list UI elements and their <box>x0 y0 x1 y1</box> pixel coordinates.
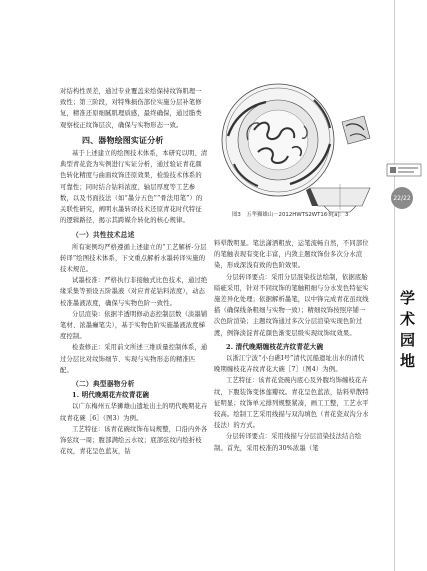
journal-logo-icon <box>386 163 422 177</box>
continued-paragraph: 料晕散明显。笔法潇洒粗放，运笔流畅自然，不同部位的笔触表现有变化丰富，内敛主题纹饰份多次分水渲染，形成深浅有致的色阶效果。 <box>214 240 369 270</box>
section-4-paragraph: 基于上述建立的绘图技术体系，本研究以明、清典型青花瓷为实例进行实证分析，通过验证青花颜色转化精度与曲面纹饰还原效果，检验技术体系的可靠性；同时结合钴料浓度、轴层厚度等工艺参数，以及书面技法（如“墨分五色”“骨法用笔”）的关联性研究，阐明水墨转译技术还原青花时代特征的逻辑路径，揭示其跨媒介转化的核心规律。 <box>60 150 208 225</box>
layered-render-paragraph: 分层渲染：依据半透明修动态控制层数（淡墨铺笔材、浓墨癫笔尖），基于实物色阶实施墨液浓度梯度控制。 <box>60 310 208 341</box>
sidebar <box>383 0 427 571</box>
intro-paragraph: 对结构性误差，通过专业覆盖来绘保持纹饰肌理一致性；第三阶段，对特殊损伤部位实施分层补笔修复，精准还原细腻肌理质感，最终确保，通过脂类观察校正纹饰层次，确保与实物形态一致。 <box>60 88 202 129</box>
case-1-paragraph: 以广东梅州五华狮雄山遗址出土的明代晚期花卉纹青花碗［6］（图3）为例。 <box>60 403 208 422</box>
case-2-paragraph: 以浙江宁波“小白礁Ⅰ号”清代沉船遗址出水的清代晚期缠枝花卉纹青花大碗［7］（图4）为例。 <box>214 355 365 374</box>
sidebar-rule <box>394 0 395 571</box>
layer-key-2-paragraph: 分层转译要点：采用线描与分层渲染技法结合绘制。首先，采用校准的30%浓墨（笔 <box>214 433 362 452</box>
page-number-badge: 22/22 <box>391 187 413 209</box>
section-vertical-title: 学术园地 <box>398 290 416 374</box>
section-4-heading: 四、器物绘图实证分析 <box>82 134 164 145</box>
subsection-1-heading: （一）共性技术总述 <box>72 231 135 240</box>
bowl-top-view <box>222 84 334 196</box>
bowl-profile-view <box>306 184 370 212</box>
left-column <box>60 86 208 458</box>
bowl-fragment-view <box>342 116 370 144</box>
trial-ink-paragraph: 试墨校准：严格执行非接触式比色技术，通过绝缘采集等预设五阶墨液（对应青花钴料浓度），动态校准墨液浓度，确保与实物色阶一致性。 <box>60 277 208 307</box>
right-column <box>214 238 370 454</box>
figure-caption: 图3 五华狮雄山－2012HWTS2WT16⑤[a]：3 <box>232 212 349 218</box>
craft-2-paragraph: 工艺特征：该青花瓷碗内底心及外腹均饰缠枝花卉纹，下腹装饰变体莲瓣纹。青花呈色蓝浓，钴料晕散特征明显；纹饰单元排列规整紧凑，画工工整，工艺水平较高。绘制工艺采用线描与双沟填色（青花瓷双沟分水技法）的方式。 <box>214 377 369 430</box>
subsection-1-paragraph: 所有案例均严格遵循上述建立的“工艺解析-分层转译”绘图技术体系，下文重点解析水墨转译实施的技术规范。 <box>60 243 207 274</box>
bowl-drawing-figure <box>214 78 374 228</box>
subsection-2-heading: （二）典型器物分析 <box>72 380 135 389</box>
check-correct-paragraph: 检查修正：采用前文所述三维质量控制体系，通过分层比对纹饰细节、实现与实物形态的精准匹配。 <box>60 344 208 374</box>
layer-key-paragraph: 分层转译要点：采用分层混染技法绘制，依据底胎暗疵采用，针对不同纹饰的笔触粗细与分水发色特征实施差异化处理；依据解析墨笔，以中锋完成青花虽纹线描（确保线条粗细与实物一致）；精细纹饰按照序铺一次色阶渲染；主题纹饰通过多次分层渲染实现色阶过渡，例锋淡淀青花颜色渐变层级实现纹饰纹效果。 <box>214 273 369 337</box>
craft-1-paragraph: 工艺特征：该青花碗纹饰布局规整，口沿内外各饰弦纹一周；腹部满绘云水纹；底部弦纹内绘折枝花纹，青花呈色蓝灰，钴 <box>60 425 208 456</box>
case-2-heading: 2. 清代晚期缠枝花卉纹青花大碗 <box>226 342 324 351</box>
case-1-heading: 1. 明代晚期花卉纹青花碗 <box>72 391 150 400</box>
